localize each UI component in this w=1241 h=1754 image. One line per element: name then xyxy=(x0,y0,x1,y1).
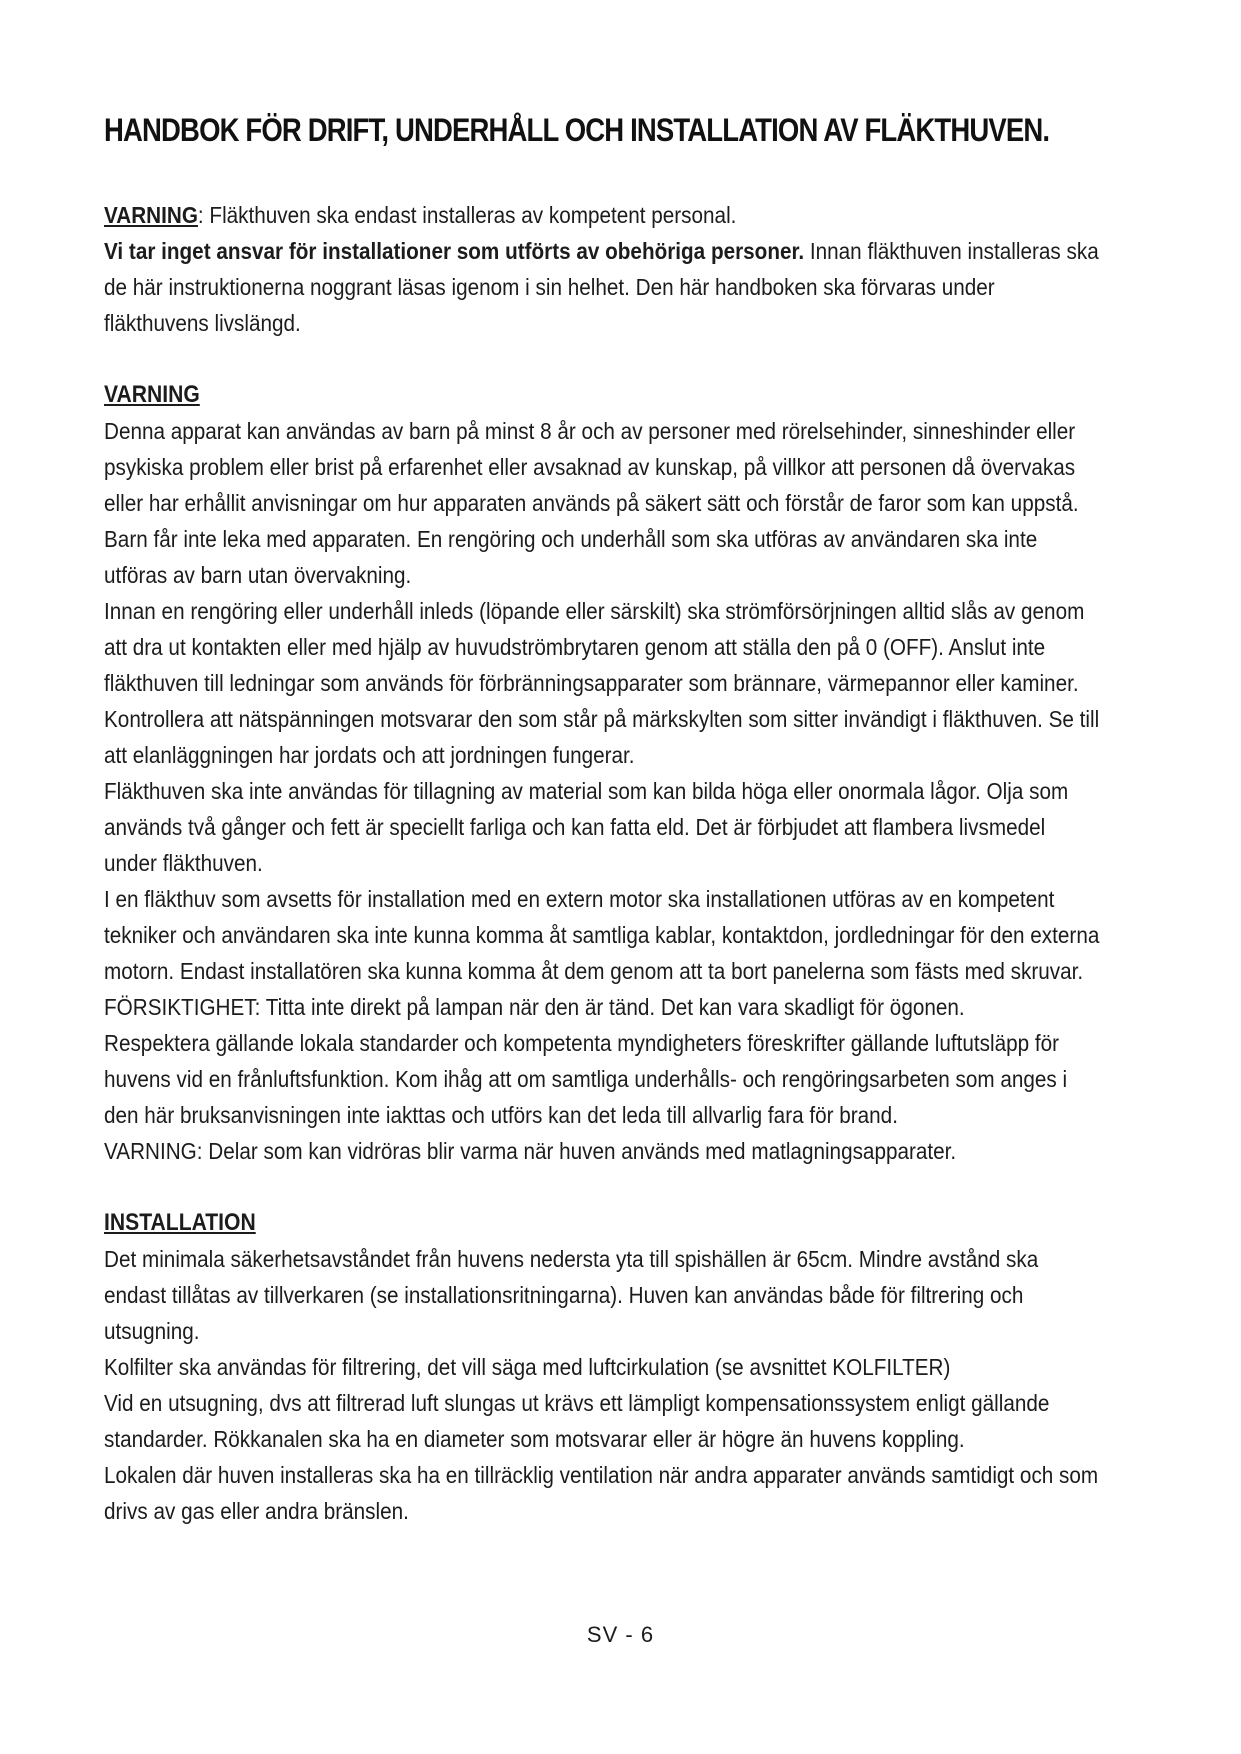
page-title: HANDBOK FÖR DRIFT, UNDERHÅLL OCH INSTALLATION AV FLÄKTHUVEN. xyxy=(104,112,1050,148)
section-spacer xyxy=(104,341,1144,377)
warning-paragraph-children: Denna apparat kan användas av barn på minst 8 år och av personer med rörelsehinder, sinneshinder eller psykiska problem eller brist på erfarenhet eller avsaknad av kunskap, på villkor att personen då övervakas eller har erhållit anvisningar om hur apparaten används på säkert sätt och förstår de faror som kan uppstå. Barn får inte leka med apparaten. En rengöring och underhåll som ska utföras av användaren ska inte utföras av barn utan övervakning. xyxy=(104,418,1079,588)
intro-instructions-text: Innan fläkthuven installeras ska de här instruktionerna noggrant läsas igenom i sin helhet. Den här handboken ska förvaras under fläkthuvens livslängd. xyxy=(104,238,1099,336)
warning-paragraph-flames: Fläkthuven ska inte användas för tillagning av material som kan bilda höga eller onormala lågor. Olja som används två gånger och fett är speciellt farliga och kan fatta eld. Det är förbjudet att flambera livsmedel under fläkthuven. xyxy=(104,778,1069,876)
installation-paragraph-carbon-filter: Kolfilter ska användas för filtrering, det vill säga med luftcirkulation (se avsnittet KOLFILTER) xyxy=(104,1354,951,1380)
intro-paragraph xyxy=(104,197,1103,341)
intro-warning-text: : Fläkthuven ska endast installeras av kompetent personal. xyxy=(197,202,737,228)
warning-paragraph-electrical: Innan en rengöring eller underhåll inleds (löpande eller särskilt) ska strömförsörjningen alltid slås av genom att dra ut kontakten eller med hjälp av huvudströmbrytaren genom att ställa den på 0 (OFF). Anslut inte fläkthuven till ledningar som används för förbränningsapparater som brännare, värmepannor eller kaminer. Kontrollera att nätspänningen motsvarar den som står på märkskylten som sitter invändigt i fläkthuven. Se till att elanläggningen har jordats och att jordningen fungerar. xyxy=(104,598,1100,768)
intro-liability-text: Vi tar inget ansvar för installationer som utförts av obehöriga personer. xyxy=(104,238,805,264)
warning-paragraph-caution-lamp: FÖRSIKTIGHET: Titta inte direkt på lampan när den är tänd. Det kan vara skadligt för ögonen. xyxy=(104,994,965,1020)
page-content xyxy=(104,112,1144,1529)
warning-paragraph-hot-parts: VARNING: Delar som kan vidröras blir varma när huven används med matlagningsapparater. xyxy=(104,1138,957,1164)
section-spacer xyxy=(104,1169,1144,1205)
installation-heading: INSTALLATION xyxy=(104,1209,256,1236)
warning-paragraph-regulations: Respektera gällande lokala standarder och kompetenta myndigheters föreskrifter gällande luftutsläpp för huvens vid en frånluftsfunktion. Kom ihåg att om samtliga underhålls- och rengöringsarbeten som anges i den här bruksanvisningen inte iakttas och utförs kan det leda till allvarlig fara för brand. xyxy=(104,1030,1068,1128)
intro-warning-label: VARNING xyxy=(104,202,198,228)
installation-paragraph-distance: Det minimala säkerhetsavståndet från huvens nedersta yta till spishällen är 65cm. Mindre avstånd ska endast tillåtas av tillverkaren (se installationsritningarna). Huven kan användas både för filtrering och utsugning. xyxy=(104,1246,1039,1344)
warning-heading: VARNING xyxy=(104,381,200,408)
installation-paragraph-extraction: Vid en utsugning, dvs att filtrerad luft slungas ut krävs ett lämpligt kompensationssystem enligt gällande standarder. Rökkanalen ska ha en diameter som motsvarar eller är högre än huvens koppling. xyxy=(104,1390,1050,1452)
installation-paragraph-ventilation: Lokalen där huven installeras ska ha en tillräcklig ventilation när andra apparater används samtidigt och som drivs av gas eller andra bränslen. xyxy=(104,1462,1099,1524)
warning-paragraph-external-motor: I en fläkthuv som avsetts för installation med en extern motor ska installationen utföras av en kompetent tekniker och användaren ska inte kunna komma åt samtliga kablar, kontaktdon, jordledningar för den externa motorn. Endast installatören ska kunna komma åt dem genom att ta bort panelerna som fästs med skruvar. xyxy=(104,886,1100,984)
page-number: SV - 6 xyxy=(586,1622,655,1647)
